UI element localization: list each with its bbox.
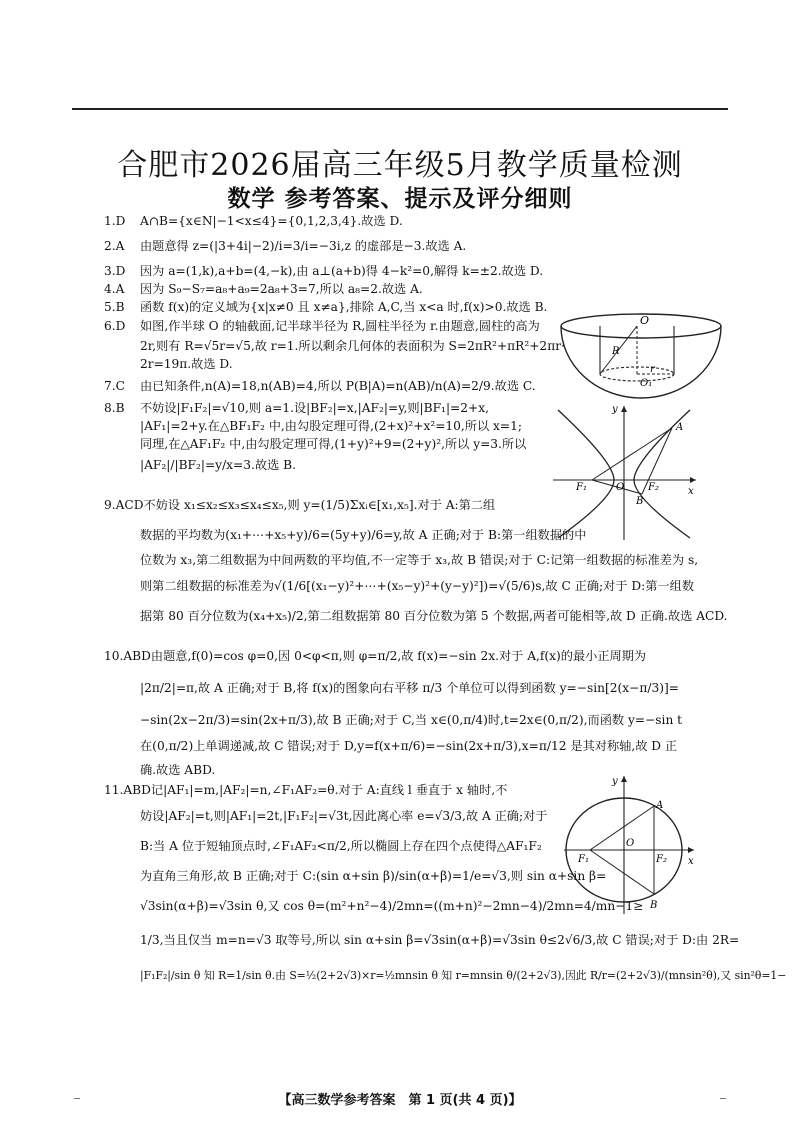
answer-line (104, 497, 495, 513)
answer-line (104, 712, 682, 728)
answer-line (104, 356, 233, 372)
ellipse-figure (560, 772, 700, 918)
hemisphere-label: R (612, 346, 620, 357)
hyperbola-label: A (676, 422, 684, 433)
answer-key: 4.A (104, 282, 125, 296)
answer-line (104, 527, 586, 543)
answer-text: 据第 80 百分位数为(x₄+x₅)/2,第二组数据第 80 百分位数为第 5 个数据,两者可能相等,故 D 正确.故选 ACD. (140, 609, 728, 623)
answer-line (104, 552, 698, 568)
answer-key: 8.B (104, 401, 125, 415)
answer-line (104, 457, 296, 473)
hyperbola-label: O (616, 482, 625, 493)
answer-line (104, 213, 403, 229)
answer-line (104, 318, 540, 334)
answer-key: 7.C (104, 379, 125, 393)
answer-line (104, 436, 526, 452)
answer-key: 3.D (104, 264, 126, 278)
hemisphere-label: r (650, 364, 655, 375)
answer-text: 由题意得 z=(|3+4i|−2)/i=3/i=−3i,z 的虚部是−3.故选 A. (140, 239, 467, 253)
answer-key: 11.ABD (104, 783, 151, 797)
answer-line (104, 738, 677, 754)
ellipse-label: A (656, 800, 664, 811)
ellipse-label: x (688, 856, 694, 867)
answer-text: 位数为 x₃,第二组数据为中间两数的平均值,不一定等于 x₃,故 B 错误;对于 C:记第一组数据的标准差为 s, (140, 553, 699, 567)
answer-key: 5.B (104, 300, 125, 314)
answer-text: 因为 a=(1,k),a+b=(4,−k),由 a⊥(a+b)得 4−k²=0,解得 k=±2.故选 D. (140, 264, 544, 278)
answer-text: 2r=19π.故选 D. (140, 357, 233, 371)
answer-text: |AF₁|=2+y.在△BF₁F₂ 中,由勾股定理可得,(2+x)²+x²=10,所以 x=1; (140, 419, 522, 433)
footer-tick-left (74, 1098, 80, 1099)
answer-line (104, 762, 215, 778)
hyperbola-label: F₂ (648, 482, 659, 493)
answer-text: 数据的平均数为(x₁+⋯+x₅+y)/6=(5y+y)/6=y,故 A 正确;对于 B:第一组数据的中 (140, 528, 587, 542)
answer-line (104, 932, 739, 948)
answer-line (104, 299, 547, 315)
answer-line (104, 338, 565, 354)
page-title: 合肥市2026届高三年级5月教学质量检测 (117, 148, 683, 183)
answer-text: 因为 S₉−S₇=a₈+a₉=2a₈+3=7,所以 a₈=2.故选 A. (140, 282, 423, 296)
answer-line (104, 680, 679, 696)
answer-text: 由已知条件,n(A)=18,n(AB)=4,所以 P(B|A)=n(AB)/n(A)=2/9.故选 C. (140, 379, 536, 393)
answer-text: 如图,作半球 O 的轴截面,记半球半径为 R,圆柱半径为 r.由题意,圆柱的高为 (140, 319, 540, 333)
answer-text: 妨设|AF₂|=t,则|AF₁|=2t,|F₁F₂|=√3t,因此离心率 e=√3/3,故 A 正确;对于 (140, 809, 548, 823)
ellipse-label: F₂ (656, 854, 667, 865)
answer-line (104, 648, 646, 664)
hemisphere-label: O (640, 314, 650, 327)
answer-text: 1/3,当且仅当 m=n=√3 取等号,所以 sin α+sin β=√3sin(α+β)=√3sin θ≤2√6/3,故 C 错误;对于 D:由 2R= (140, 933, 740, 947)
answer-line (104, 608, 728, 624)
answer-key: 2.A (104, 239, 125, 253)
hemisphere-label: O₁ (640, 378, 653, 389)
answer-key: 6.D (104, 319, 126, 333)
answer-text: 则第二组数据的标准差为√(1/6[(x₁−y)²+⋯+(x₅−y)²+(y−y)²])=√(5/6)s,故 C 正确;对于 D:第一组数 (140, 579, 695, 593)
answer-line (104, 263, 543, 279)
answer-text: √3sin(α+β)=√3sin θ,又 cos θ=(m²+n²−4)/2mn=((m+n)²−2mn−4)/2mn=4/mn−1≥ (140, 899, 644, 913)
answer-text: 确.故选 ABD. (140, 763, 216, 777)
footer-tick-right (720, 1098, 726, 1099)
answer-key: 9.ACD (104, 498, 144, 512)
answer-text: 在(0,π/2)上单调递减,故 C 错误;对于 D,y=f(x+π/6)=−sin(2x+π/3),x=π/12 是其对称轴,故 D 正 (140, 739, 678, 753)
answer-line (104, 578, 694, 594)
answer-text: 同理,在△AF₁F₂ 中,由勾股定理可得,(1+y)²+9=(2+y)²,所以 y=3.所以 (140, 437, 527, 451)
page-subtitle: 数学 参考答案、提示及评分细则 (227, 186, 573, 212)
answer-text: 函数 f(x)的定义域为{x|x≠0 且 x≠a},排除 A,C,当 x<a 时,f(x)>0.故选 B. (140, 300, 548, 314)
answer-text: |F₁F₂|/sin θ 知 R=1/sin θ.由 S=½(2+2√3)×r=½mnsin θ 知 r=mnsin θ/(2+2√3),因此 R/r=(2+2√3)/(mnsin²θ),又 sin²θ=1− (140, 969, 787, 982)
answer-text: B:当 A 位于短轴顶点时,∠F₁AF₂<π/2,所以椭圆上存在四个点使得△AF₁F₂ (140, 839, 542, 853)
answer-text: −sin(2x−2π/3)=sin(2x+π/3),故 B 正确;对于 C,当 x∈(0,π/4)时,t=2x∈(0,π/2),而函数 y=−sin t (140, 713, 683, 727)
answer-key: 10.ABD (104, 649, 151, 663)
top-rule (72, 108, 728, 110)
answer-line (104, 808, 547, 824)
hyperbola-figure (548, 402, 700, 542)
answer-line (104, 782, 507, 798)
answer-line (104, 238, 466, 254)
hemisphere-figure (556, 310, 726, 402)
hyperbola-label: B (636, 496, 644, 507)
answer-text: A∩B={x∈N|−1<x≤4}={0,1,2,3,4}.故选 D. (140, 214, 403, 228)
hyperbola-label: F₁ (576, 482, 587, 493)
ellipse-label: O (626, 838, 635, 849)
answer-line (104, 378, 536, 394)
answer-text: 为直角三角形,故 B 正确;对于 C:(sin α+sin β)/sin(α+β)=1/e=√3,则 sin α+sin β= (140, 869, 607, 883)
answer-line (104, 281, 423, 297)
answer-text: 由题意,f(0)=cos φ=0,因 0<φ<π,则 φ=π/2,故 f(x)=−sin 2x.对于 A,f(x)的最小正周期为 (150, 649, 647, 663)
answer-text: |2π/2|=π,故 A 正确;对于 B,将 f(x)的图象向右平移 π/3 个单位可以得到函数 y=−sin[2(x−π/3)]= (140, 681, 679, 695)
answer-line (104, 868, 606, 884)
ellipse-label: B (650, 900, 658, 911)
answer-text: |AF₂|/|BF₂|=y/x=3.故选 B. (140, 458, 296, 472)
hyperbola-label: x (688, 486, 694, 497)
answer-text: 不妨设|F₁F₂|=√10,则 a=1.设|BF₂|=x,|AF₂|=y,则|BF₁|=2+x, (140, 401, 489, 415)
answer-key: 1.D (104, 214, 126, 228)
answer-line (104, 400, 489, 416)
answer-text: 记|AF₁|=m,|AF₂|=n,∠F₁AF₂=θ.对于 A:直线 l 垂直于 x 轴时,不 (150, 783, 508, 797)
answer-line (104, 838, 542, 854)
ellipse-label: y (612, 776, 618, 787)
ellipse-label: F₁ (578, 854, 589, 865)
page-footer: 【高三数学参考答案 第 1 页(共 4 页)】 (278, 1093, 522, 1108)
hyperbola-label: y (612, 404, 618, 415)
answer-line (104, 968, 786, 984)
answer-text: 2r,则有 R=√5r=√5,故 r=1.所以剩余几何体的表面积为 S=2πR²+πR²+2πr· (140, 339, 565, 353)
answer-line (104, 418, 522, 434)
answer-text: 不妨设 x₁≤x₂≤x₃≤x₄≤x₅,则 y=(1/5)Σxᵢ∈[x₁,x₅].对于 A:第二组 (143, 498, 496, 512)
